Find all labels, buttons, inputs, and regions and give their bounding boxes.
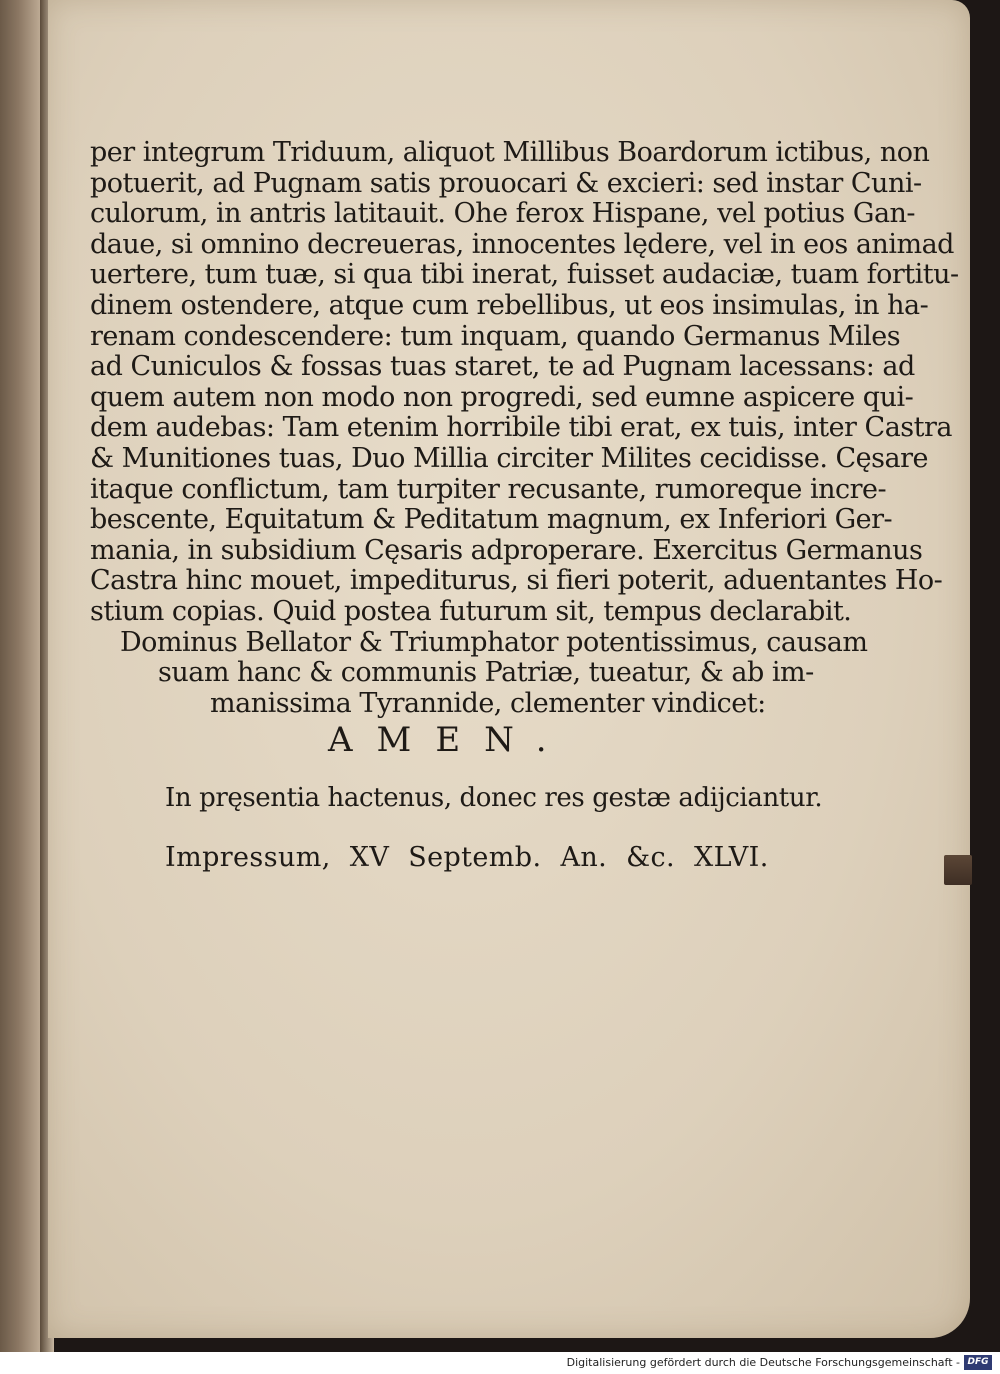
text-line: Dominus Bellator & Triumphator potentissimus, causam — [120, 626, 868, 658]
footer-bar — [0, 1352, 1000, 1374]
colophon-line: In pręsentia hactenus, donec res gestæ adijciantur. — [165, 783, 823, 813]
text-line: suam hanc & communis Patriæ, tueatur, & ab im- — [158, 657, 814, 689]
text-line: bescente, Equitatum & Peditatum magnum, ex Inferiori Ger- — [90, 504, 893, 536]
text-line: potuerit, ad Pugnam satis prouocari & excieri: sed instar Cuni- — [90, 167, 922, 199]
text-line: Castra hinc mouet, impediturus, si fieri poterit, aduentantes Ho- — [90, 565, 943, 597]
text-line: culorum, in antris latitauit. Ohe ferox Hispane, vel potius Gan- — [90, 198, 916, 230]
dfg-logo-icon: DFG — [964, 1355, 992, 1370]
funding-credit: Digitalisierung gefördert durch die Deutsche Forschungsgemeinschaft - — [566, 1356, 960, 1369]
text-line: daue, si omnino decreueras, innocentes lędere, vel in eos animad — [90, 228, 954, 260]
text-line: itaque conflictum, tam turpiter recusante, rumoreque incre- — [90, 473, 887, 505]
text-line: manissima Tyrannide, clementer vindicet: — [210, 687, 766, 719]
text-line: stium copias. Quid postea futurum sit, tempus declarabit. — [90, 595, 852, 627]
body-text — [90, 137, 959, 719]
imprint-date-line: Impressum, XV Septemb. An. &c. XLVI. — [165, 842, 769, 873]
text-line: dinem ostendere, atque cum rebellibus, ut eos insimulas, in ha- — [90, 289, 929, 321]
text-line: renam condescendere: tum inquam, quando Germanus Miles — [90, 320, 901, 352]
text-line: per integrum Triduum, aliquot Millibus Boardorum ictibus, non — [90, 137, 930, 168]
text-line: & Munitiones tuas, Duo Millia circiter Milites cecidisse. Cęsare — [90, 442, 928, 474]
text-line: dem audebas: Tam etenim horribile tibi erat, ex tuis, inter Castra — [90, 412, 953, 444]
text-line: mania, in subsidium Cęsaris adproperare. Exercitus Germanus — [90, 534, 923, 566]
page-tab-marker — [944, 855, 972, 885]
amen-heading: AMEN. — [328, 720, 571, 760]
text-line: quem autem non modo non progredi, sed eumne aspicere qui- — [90, 381, 914, 413]
text-line: ad Cuniculos & fossas tuas staret, te ad Pugnam lacessans: ad — [90, 351, 915, 383]
text-line: uertere, tum tuæ, si qua tibi inerat, fuisset audaciæ, tuam fortitu- — [90, 259, 959, 291]
